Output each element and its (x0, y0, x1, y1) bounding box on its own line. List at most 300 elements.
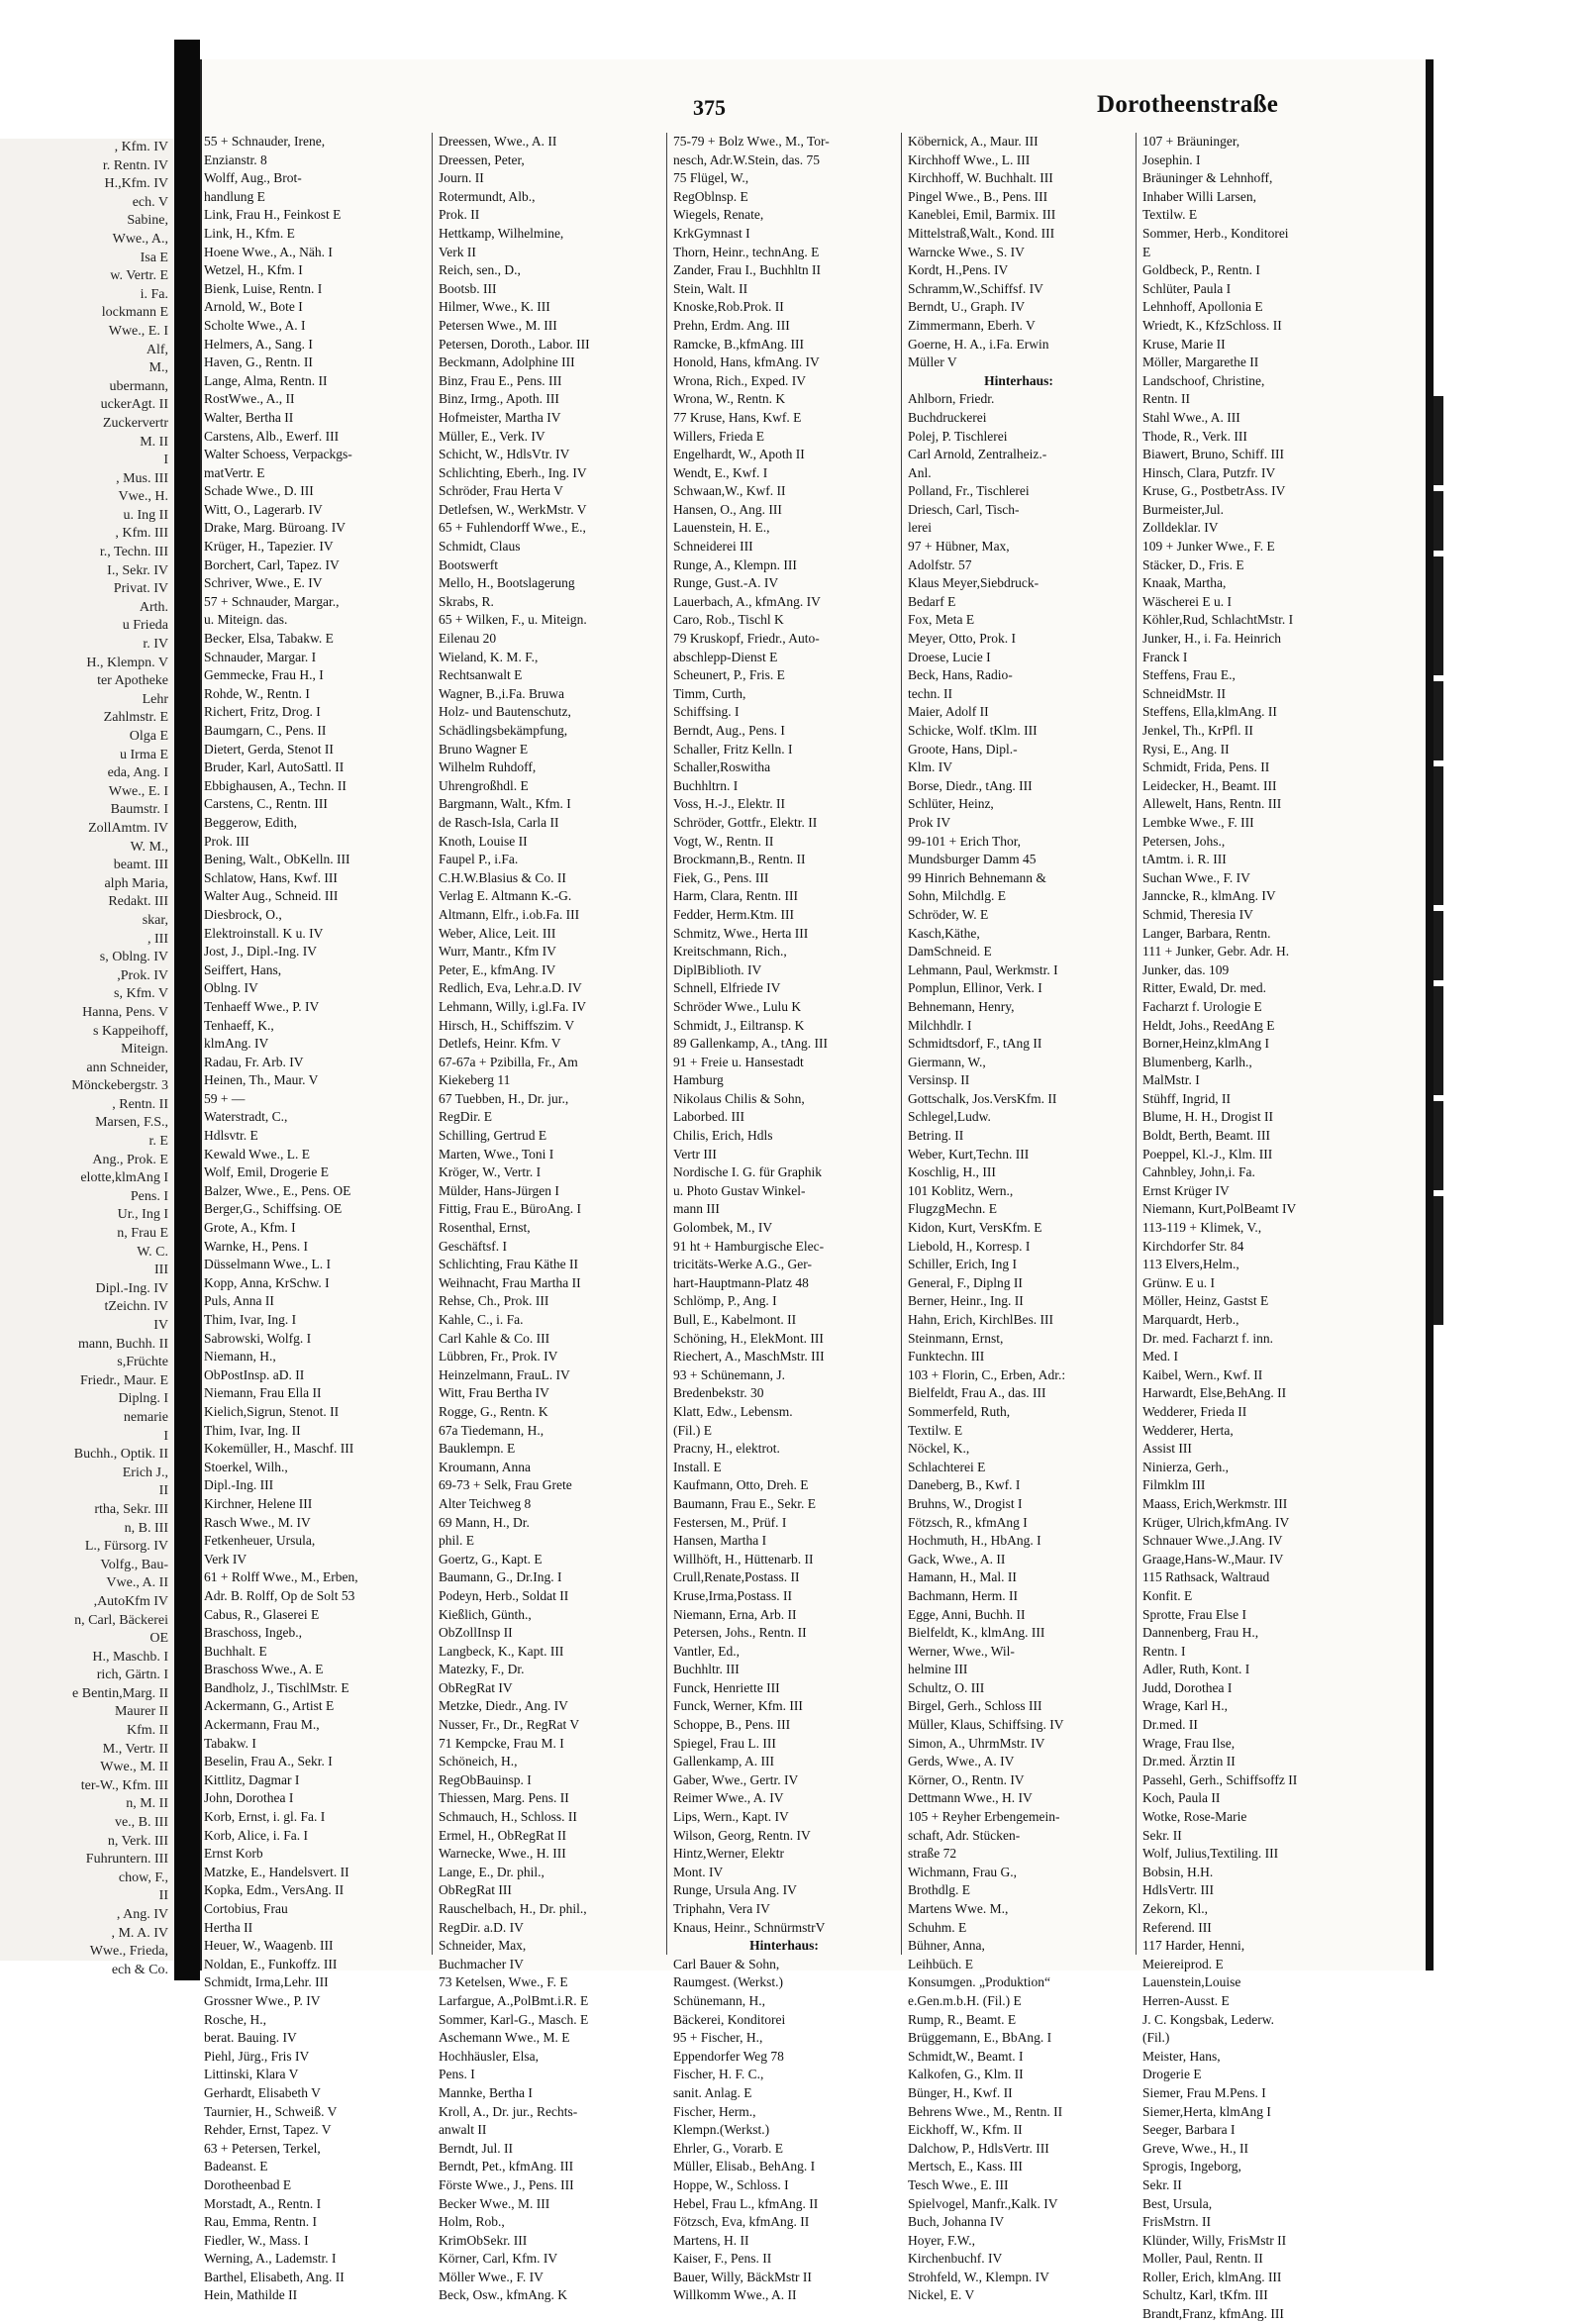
directory-entry: Beckmann, Adolphine III (439, 354, 575, 370)
directory-entry: Rau, Emma, Rentn. I (204, 2214, 317, 2230)
directory-entry: Ernst Korb (204, 1846, 263, 1862)
directory-entry: Kahle, C., i. Fa. (439, 1312, 524, 1327)
directory-entry: Junker, H., i. Fa. Heinrich (1142, 631, 1282, 647)
left-page-line: , III (148, 931, 168, 947)
directory-entry: Adolfstr. 57 (908, 556, 972, 572)
directory-entry: Klm. IV (908, 759, 952, 775)
directory-entry: Hettkamp, Wilhelmine, (439, 225, 564, 241)
directory-entry: Timm, Curth, (673, 685, 746, 701)
directory-entry: Köbernick, A., Maur. III (908, 134, 1039, 149)
directory-entry: Knoske,Rob.Prok. II (673, 299, 784, 315)
directory-entry: Carl Bauer & Sohn, (673, 1956, 780, 1971)
directory-entry: Thiessen, Marg. Pens. II (439, 1790, 569, 1806)
directory-entry: hart-Hauptmann-Platz 48 (673, 1274, 809, 1290)
directory-entry: J. C. Kongsbak, Lederw. (1142, 2011, 1274, 2027)
left-page-line: ZollAmtm. IV (88, 820, 168, 836)
directory-entry: Krüger, Ulrich,kfmAng. IV (1142, 1514, 1290, 1530)
directory-entry: Berndt, Pet., kfmAng. III (439, 2159, 574, 2174)
directory-entry: Caro, Rob., Tischl K (673, 612, 784, 628)
directory-columns (198, 133, 1426, 2322)
directory-entry: Hdlsvtr. E (204, 1128, 258, 1144)
directory-entry: Harm, Clara, Rentn. III (673, 888, 798, 904)
left-page-line: rich, Gärtn. I (96, 1667, 168, 1683)
left-page-line: , Kfm. III (115, 526, 168, 542)
directory-entry: Honold, Hans, kfmAng. IV (673, 354, 820, 370)
directory-entry: Marten, Wwe., Toni I (439, 1146, 554, 1162)
directory-entry: Alter Teichweg 8 (439, 1495, 532, 1511)
directory-entry: Dettmann Wwe., H. IV (908, 1790, 1033, 1806)
directory-entry: Facharzt f. Urologie E (1142, 998, 1262, 1014)
directory-entry: Gottschalk, Jos.VersKfm. II (908, 1090, 1057, 1106)
directory-entry: Hamann, H., Mal. II (908, 1569, 1017, 1585)
left-page-line: ter-W., Kfm. III (80, 1777, 168, 1793)
directory-entry: Konfit. E (1142, 1587, 1193, 1603)
directory-entry: Walter Schoess, Verpackgs- (204, 447, 352, 462)
directory-entry: Kasch,Käthe, (908, 925, 980, 941)
directory-entry: Allewelt, Hans, Rentn. III (1142, 796, 1282, 812)
left-page-line: Fuhruntern. III (85, 1852, 168, 1868)
directory-entry: Prok. II (439, 207, 480, 223)
directory-entry: Wedderer, Herta, (1142, 1422, 1234, 1438)
directory-entry: Runge, Ursula Ang. IV (673, 1882, 797, 1898)
directory-entry: 69 Mann, H., Dr. (439, 1514, 530, 1530)
directory-entry: 99 Hinrich Behnemann & (908, 869, 1046, 885)
directory-entry: Kreitschmann, Rich., (673, 944, 787, 960)
left-page-line: I (163, 453, 168, 468)
directory-entry: Schmidt, Frida, Pens. II (1142, 759, 1270, 775)
directory-entry: Rasch Wwe., M. IV (204, 1514, 311, 1530)
directory-entry: Dreessen, Wwe., A. II (439, 134, 557, 149)
directory-entry: Rehse, Ch., Prok. III (439, 1293, 549, 1309)
directory-entry: 99-101 + Erich Thor, (908, 833, 1022, 849)
directory-entry: Nickel, E. V (908, 2287, 975, 2303)
directory-entry: Simon, A., UhrmMstr. IV (908, 1735, 1045, 1751)
directory-entry: Eilenau 20 (439, 631, 497, 647)
directory-entry: Kokemüller, H., Maschf. III (204, 1441, 354, 1457)
directory-entry: Fischer, Herm., (673, 2103, 756, 2119)
directory-entry: Lauenstein,Louise (1142, 1974, 1241, 1990)
left-page-line: Privat. IV (113, 581, 168, 597)
directory-entry: Bootsb. III (439, 280, 497, 296)
left-page-line: Sabine, (127, 213, 168, 229)
directory-entry: Mülder, Hans-Jürgen I (439, 1182, 559, 1198)
directory-entry: Kopka, Edm., VersAng. II (204, 1882, 345, 1898)
directory-entry: Leihbüch. E (908, 1956, 973, 1971)
directory-entry: Bruder, Karl, AutoSattl. II (204, 759, 345, 775)
directory-entry: Versinsp. II (908, 1072, 970, 1088)
left-page-line: ,AutoKfm IV (93, 1593, 168, 1609)
directory-entry: Sabrowski, Wolfg. I (204, 1330, 312, 1346)
directory-entry: Greve, Wwe., H., II (1142, 2140, 1248, 2156)
directory-entry: Cabus, R., Glaserei E (204, 1606, 320, 1622)
directory-entry: berat. Bauing. IV (204, 2030, 297, 2046)
directory-entry: Schnell, Elfriede IV (673, 980, 781, 996)
directory-entry: Biawert, Bruno, Schiff. III (1142, 447, 1284, 462)
directory-entry: Lips, Wern., Kapt. IV (673, 1809, 789, 1825)
directory-entry: 101 Koblitz, Wern., (908, 1182, 1014, 1198)
directory-entry: Lübbren, Fr., Prok. IV (439, 1349, 558, 1364)
directory-entry: Ebbighausen, A., Techn. II (204, 777, 346, 793)
directory-entry: Beck, Osw., kfmAng. K (439, 2287, 567, 2303)
left-page-line: L., Fürsorg. IV (84, 1539, 168, 1555)
directory-entry: 115 Rathsack, Waltraud (1142, 1569, 1270, 1585)
directory-entry: Niemann, Erna, Arb. II (673, 1606, 797, 1622)
directory-entry: Bühner, Anna, (908, 1938, 985, 1954)
directory-entry: Kirchhoff, W. Buchhalt. III (908, 170, 1053, 186)
left-page-line: M., Vertr. II (102, 1741, 168, 1757)
directory-entry: Ermel, H., ObRegRat II (439, 1827, 566, 1843)
directory-column (198, 133, 433, 2303)
directory-entry: ObPostInsp. aD. II (204, 1366, 305, 1382)
directory-entry: Spielvogel, Manfr.,Kalk. IV (908, 2195, 1058, 2211)
directory-entry: Sommer, Karl-G., Masch. E (439, 2011, 589, 2027)
directory-entry: Bauklempn. E (439, 1441, 516, 1457)
directory-entry: Festersen, M., Prüf. I (673, 1514, 787, 1530)
left-page-line: , Ang. IV (116, 1907, 168, 1922)
directory-entry: Goerne, H. A., i.Fa. Erwin (908, 336, 1049, 352)
directory-entry: Steinmann, Ernst, (908, 1330, 1004, 1346)
directory-entry: 91 + Freie u. Hansestadt (673, 1054, 804, 1069)
directory-entry: Referend. III (1142, 1919, 1212, 1935)
directory-entry: Schneiderei III (673, 539, 753, 555)
directory-entry: 103 + Florin, C., Erben, Adr.: (908, 1366, 1066, 1382)
left-page-line: uckerAgt. II (100, 397, 168, 413)
directory-entry: Lauerbach, A., kfmAng. IV (673, 593, 821, 609)
directory-entry: Bienk, Luise, Rentn. I (204, 280, 323, 296)
directory-entry: Kiekeberg 11 (439, 1072, 511, 1088)
directory-entry: Stein, Walt. II (673, 280, 748, 296)
directory-entry: Barthel, Elisabeth, Ang. II (204, 2269, 345, 2284)
directory-entry: Siemer, Frau M.Pens. I (1142, 2084, 1266, 2100)
directory-entry: Reimer Wwe., A. IV (673, 1790, 784, 1806)
directory-entry: Wrage, Karl H., (1142, 1698, 1229, 1714)
left-page-line: Volfg., Bau- (100, 1557, 168, 1572)
directory-entry: Enzianstr. 8 (204, 152, 267, 167)
directory-entry: FrisMstrn. II (1142, 2214, 1212, 2230)
directory-entry: Carl Arnold, Zentralheiz.- (908, 447, 1047, 462)
directory-entry: Richert, Fritz, Drog. I (204, 704, 321, 720)
directory-entry: Schlichting, Eberh., Ing. IV (439, 464, 587, 480)
section-heading: Hinterhaus: (749, 1938, 819, 1954)
directory-entry: 55 + Schnauder, Irene, (204, 134, 326, 149)
directory-entry: Dietert, Gerda, Stenot II (204, 741, 334, 757)
directory-entry: 57 + Schnauder, Margar., (204, 593, 340, 609)
directory-entry: Schlömp, P., Ang. I (673, 1293, 777, 1309)
directory-entry: Grünw. E u. I (1142, 1274, 1215, 1290)
directory-entry: Warncke Wwe., S. IV (908, 244, 1025, 259)
directory-entry: John, Dorothea I (204, 1790, 294, 1806)
left-page-line: , Mus. III (116, 470, 168, 486)
directory-entry: Buchhalt. E (204, 1643, 267, 1659)
directory-entry: Lehmann, Willy, i.gl.Fa. IV (439, 998, 587, 1014)
directory-entry: Wiegels, Renate, (673, 207, 764, 223)
left-page-line: tZeichn. IV (104, 1299, 168, 1315)
directory-entry: Meiereiprod. E (1142, 1956, 1224, 1971)
directory-entry: Sekr. II (1142, 2176, 1182, 2192)
directory-entry: Riechert, A., MaschMstr. III (673, 1349, 825, 1364)
left-page-line: IV (153, 1318, 168, 1333)
left-page-line: I (163, 1428, 168, 1444)
page-edge (1426, 59, 1434, 1970)
directory-entry: Kaneblei, Emil, Barmix. III (908, 207, 1056, 223)
directory-entry: 59 + — (204, 1090, 246, 1106)
directory-entry: Siemer,Herta, klmAng I (1142, 2103, 1271, 2119)
left-page-line: Erich J., (122, 1465, 168, 1480)
directory-entry: Hebel, Frau L., kfmAng. II (673, 2195, 819, 2211)
directory-entry: 93 + Schünemann, J. (673, 1366, 785, 1382)
directory-entry: Goertz, G., Kapt. E (439, 1551, 543, 1566)
left-page-line: H.,Kfm. IV (104, 176, 168, 192)
directory-entry: Kaibel, Wern., Kwf. II (1142, 1366, 1263, 1382)
directory-entry: Förste Wwe., J., Pens. III (439, 2176, 574, 2192)
left-page-line: u Irma E (120, 747, 168, 762)
left-page-line: elotte,klmAng I (80, 1170, 168, 1186)
left-page-line: r., Techn. III (99, 545, 168, 560)
directory-entry: Prok IV (908, 814, 951, 830)
directory-entry: Mello, H., Bootslagerung (439, 575, 575, 591)
left-page-line: mann, Buchh. II (78, 1336, 168, 1352)
directory-entry: Ehrler, G., Vorarb. E (673, 2140, 784, 2156)
directory-entry: Judd, Dorothea I (1142, 1679, 1233, 1695)
directory-entry: Uhrengroßhdl. E (439, 777, 529, 793)
directory-entry: Kruse, G., PostbetrAss. IV (1142, 483, 1286, 499)
directory-entry: Wriedt, K., KfzSchloss. II (1142, 317, 1282, 333)
directory-entry: Niemann, H., (204, 1349, 276, 1364)
directory-entry: Larfargue, A.,PolBmt.i.R. E (439, 1992, 589, 2008)
directory-entry: Jost, J., Dipl.-Ing. IV (204, 944, 317, 960)
directory-entry: Wäscherei E u. I (1142, 593, 1232, 609)
directory-entry: Chilis, Erich, Hdls (673, 1128, 773, 1144)
directory-entry: Rosenthal, Ernst, (439, 1220, 531, 1236)
directory-entry: mann III (673, 1201, 720, 1217)
directory-entry: 97 + Hübner, Max, (908, 539, 1010, 555)
directory-entry: Metzke, Diedr., Ang. IV (439, 1698, 568, 1714)
directory-entry: Schwaan,W., Kwf. II (673, 483, 786, 499)
directory-entry: helmine III (908, 1662, 968, 1677)
directory-entry: 67-67a + Pzibilla, Fr., Am (439, 1054, 578, 1069)
directory-entry: Möller, Heinz, Gastst E (1142, 1293, 1269, 1309)
directory-entry: Beggerow, Edith, (204, 814, 297, 830)
directory-entry: Körner, O., Rentn. IV (908, 1771, 1025, 1787)
directory-entry: Redlich, Eva, Lehr.a.D. IV (439, 980, 582, 996)
directory-entry: Wotke, Rose-Marie (1142, 1809, 1247, 1825)
left-page-line: Wwe., E. I (108, 323, 168, 339)
directory-entry: Hirsch, H., Schiffszim. V (439, 1017, 575, 1033)
directory-entry: Skrabs, R. (439, 593, 494, 609)
directory-entry: Schädlingsbekämpfung, (439, 723, 568, 738)
directory-entry: Holz- und Bautenschutz, (439, 704, 571, 720)
directory-entry: Becker Wwe., M. III (439, 2195, 550, 2211)
left-page-line: r. E (148, 1134, 168, 1150)
directory-entry: Meister, Hans, (1142, 2048, 1221, 2064)
directory-entry: Schriver, Wwe., E. IV (204, 575, 323, 591)
directory-entry: Grossner Wwe., P. IV (204, 1992, 321, 2008)
directory-entry: Fischer, H. F. C., (673, 2067, 764, 2082)
left-page-line: Diplng. I (118, 1391, 168, 1407)
directory-entry: Lembke Wwe., F. III (1142, 814, 1254, 830)
directory-entry: Wurr, Mantr., Kfm IV (439, 944, 556, 960)
directory-entry: Herren-Ausst. E (1142, 1992, 1230, 2008)
directory-entry: Bredenbekstr. 30 (673, 1385, 764, 1401)
directory-entry: Egge, Anni, Buchh. II (908, 1606, 1026, 1622)
directory-entry: Altmann, Elfr., i.ob.Fa. III (439, 906, 580, 922)
directory-entry: Bachmann, Herm. II (908, 1587, 1018, 1603)
left-page-line: s, Kfm. V (114, 986, 168, 1002)
left-page-line: s,Früchte (117, 1355, 168, 1370)
directory-entry: Taurnier, H., Schweiß. V (204, 2103, 338, 2119)
directory-entry: Verlag E. Altmann K.-G. (439, 888, 572, 904)
page-number: 375 (693, 95, 726, 120)
directory-entry: Blumenberg, Karlh., (1142, 1054, 1252, 1069)
directory-entry: Pracny, H., elektrot. (673, 1441, 780, 1457)
directory-entry: Runge, A., Klempn. III (673, 556, 797, 572)
directory-entry: techn. II (908, 685, 952, 701)
left-page-line: M. II (140, 434, 168, 450)
directory-entry: Bräuninger & Lehnhoff, (1142, 170, 1273, 186)
directory-entry: Wrona, Rich., Exped. IV (673, 372, 807, 388)
directory-entry: Hahn, Erich, KirchlBes. III (908, 1312, 1053, 1327)
directory-entry: Schneider, Max, (439, 1938, 527, 1954)
left-page-line: OE (149, 1631, 168, 1647)
directory-entry: de Rasch-Isla, Carla II (439, 814, 559, 830)
directory-entry: Düsselmann Wwe., L. I (204, 1257, 331, 1272)
directory-entry: Borchert, Carl, Tapez. IV (204, 556, 340, 572)
directory-entry: Droese, Lucie I (908, 649, 991, 664)
directory-entry: Engelhardt, W., Apoth II (673, 447, 805, 462)
directory-entry: Berger,G., Schiffsing. OE (204, 1201, 343, 1217)
directory-entry: Schiffsing. I (673, 704, 740, 720)
directory-entry: Korb, Alice, i. Fa. I (204, 1827, 308, 1843)
directory-entry: Bäckerei, Konditorei (673, 2011, 786, 2027)
directory-entry: Behrens Wwe., M., Rentn. II (908, 2103, 1063, 2119)
directory-entry: FlugzgMechn. E (908, 1201, 997, 1217)
directory-entry: Stoerkel, Wilh., (204, 1459, 288, 1474)
directory-entry: KrkGymnast I (673, 225, 750, 241)
directory-entry: Badeanst. E (204, 2159, 268, 2174)
directory-entry: Schultz, Karl, tKfm. III (1142, 2287, 1268, 2303)
left-page-line: chow, F., (118, 1869, 168, 1885)
left-page-line: Isa E (140, 250, 168, 265)
directory-entry: Heinen, Th., Maur. V (204, 1072, 319, 1088)
directory-entry: Scheunert, P., Fris. E (673, 667, 785, 683)
directory-entry: Klempn.(Werkst.) (673, 2122, 770, 2138)
directory-entry: SchneidMstr. II (1142, 685, 1226, 701)
directory-entry: Steffens, Frau E., (1142, 667, 1236, 683)
directory-entry: Kirchenbuchf. IV (908, 2251, 1003, 2267)
directory-entry: RegObBauinsp. I (439, 1771, 532, 1787)
directory-entry: Sekr. II (1142, 1827, 1182, 1843)
directory-entry: (Fil.) E (673, 1422, 712, 1438)
directory-entry: Grote, A., Kfm. I (204, 1220, 296, 1236)
directory-entry: Morstadt, A., Rentn. I (204, 2195, 322, 2211)
directory-entry: Filmklm III (1142, 1477, 1206, 1493)
directory-entry: Müller V (908, 354, 957, 370)
left-page-line: ,Prok. IV (117, 967, 168, 983)
directory-entry: Kewald Wwe., L. E (204, 1146, 310, 1162)
directory-entry: Elektroinstall. K u. IV (204, 925, 324, 941)
directory-entry: Ramcke, B.,kfmAng. III (673, 336, 804, 352)
directory-entry: Mittelstraß,Walt., Kond. III (908, 225, 1055, 241)
left-page-line: s Kappeihoff, (93, 1023, 168, 1039)
directory-entry: 113-119 + Klimek, V., (1142, 1220, 1262, 1236)
directory-entry: Cahnbley, John,i. Fa. (1142, 1164, 1255, 1180)
directory-entry: Schlichting, Frau Käthe II (439, 1257, 578, 1272)
directory-entry: Rotermundt, Alb., (439, 188, 536, 204)
left-page-line: Zahlmstr. E (103, 710, 168, 726)
directory-entry: Tesch Wwe., E. III (908, 2176, 1009, 2192)
directory-entry: 117 Harder, Henni, (1142, 1938, 1245, 1954)
directory-entry: 79 Kruskopf, Friedr., Auto- (673, 631, 820, 647)
directory-entry: Inhaber Willi Larsen, (1142, 188, 1257, 204)
directory-entry: Waterstradt, C., (204, 1109, 288, 1125)
left-page-line: r. IV (143, 637, 168, 653)
directory-entry: Cortobius, Frau (204, 1901, 288, 1916)
directory-entry: Best, Ursula, (1142, 2195, 1213, 2211)
directory-entry: phil. E (439, 1533, 474, 1549)
left-page-line: Zuckervertr (102, 415, 168, 431)
directory-entry: Wagner, B.,i.Fa. Bruwa (439, 685, 564, 701)
directory-entry: Baumann, Frau E., Sekr. E (673, 1495, 816, 1511)
directory-entry: Schmidtsdorf, F., tAng II (908, 1036, 1042, 1052)
directory-entry: Binz, Irmg., Apoth. III (439, 391, 559, 407)
directory-entry: Ackermann, Frau M., (204, 1717, 320, 1733)
directory-entry: Funck, Henriette III (673, 1679, 780, 1695)
left-page-line: n, Verk. III (107, 1833, 168, 1849)
directory-entry: Zekorn, Kl., (1142, 1901, 1208, 1916)
directory-entry: Drogerie E (1142, 2067, 1202, 2082)
directory-entry: Gaber, Wwe., Gertr. IV (673, 1771, 799, 1787)
directory-entry: Janncke, R., klmAng. IV (1142, 888, 1276, 904)
left-page-line: Baumstr. I (110, 802, 168, 818)
directory-entry: Sommerfeld, Ruth, (908, 1403, 1011, 1419)
directory-entry: HdlsVertr. III (1142, 1882, 1214, 1898)
directory-entry: Hintz,Werner, Elektr (673, 1846, 784, 1862)
directory-entry: Borse, Diedr., tAng. III (908, 777, 1033, 793)
directory-entry: Vertr III (673, 1146, 717, 1162)
directory-entry: Haven, G., Rentn. II (204, 354, 313, 370)
directory-entry: Petersen, Johs., (1142, 833, 1226, 849)
directory-entry: Carstens, C., Rentn. III (204, 796, 328, 812)
directory-entry: Lauenstein, H. E., (673, 520, 770, 536)
directory-entry: Wichmann, Frau G., (908, 1864, 1018, 1879)
directory-entry: Berndt, Aug., Pens. I (673, 723, 785, 738)
left-page-line: Ang., Prok. E (92, 1152, 168, 1167)
directory-entry: Pomplun, Ellinor, Verk. I (908, 980, 1042, 996)
left-page-line: e Bentin,Marg. II (72, 1685, 168, 1701)
directory-entry: Schultz, O. III (908, 1679, 985, 1695)
directory-entry: Hansen, O., Ang. III (673, 501, 782, 517)
directory-entry: lerei (908, 520, 932, 536)
directory-entry: Langbeck, K., Kapt. III (439, 1643, 564, 1659)
directory-entry: Graage,Hans-W.,Maur. IV (1142, 1551, 1284, 1566)
directory-entry: Steffens, Ella,klmAng. II (1142, 704, 1277, 720)
directory-entry: Textilw. E (1142, 207, 1198, 223)
directory-entry: Lehnhoff, Apollonia E (1142, 299, 1263, 315)
directory-entry: Gemmecke, Frau H., I (204, 667, 324, 683)
directory-entry: Fox, Meta E (908, 612, 975, 628)
directory-entry: Kopp, Anna, KrSchw. I (204, 1274, 330, 1290)
directory-entry: Milchhdlr. I (908, 1017, 972, 1033)
directory-entry: Verk IV (204, 1551, 248, 1566)
directory-entry: Kröger, W., Vertr. I (439, 1164, 542, 1180)
directory-entry: Schicht, W., HdlsVtr. IV (439, 447, 570, 462)
left-page-line: Dipl.-Ing. IV (95, 1280, 168, 1296)
left-page-line: Wwe., E. I (108, 783, 168, 799)
directory-entry: Weber, Alice, Leit. III (439, 925, 556, 941)
directory-entry: tAmtm. i. R. III (1142, 852, 1227, 867)
directory-entry: 75 Flügel, W., (673, 170, 749, 186)
directory-entry: Thode, R., Verk. III (1142, 428, 1247, 444)
